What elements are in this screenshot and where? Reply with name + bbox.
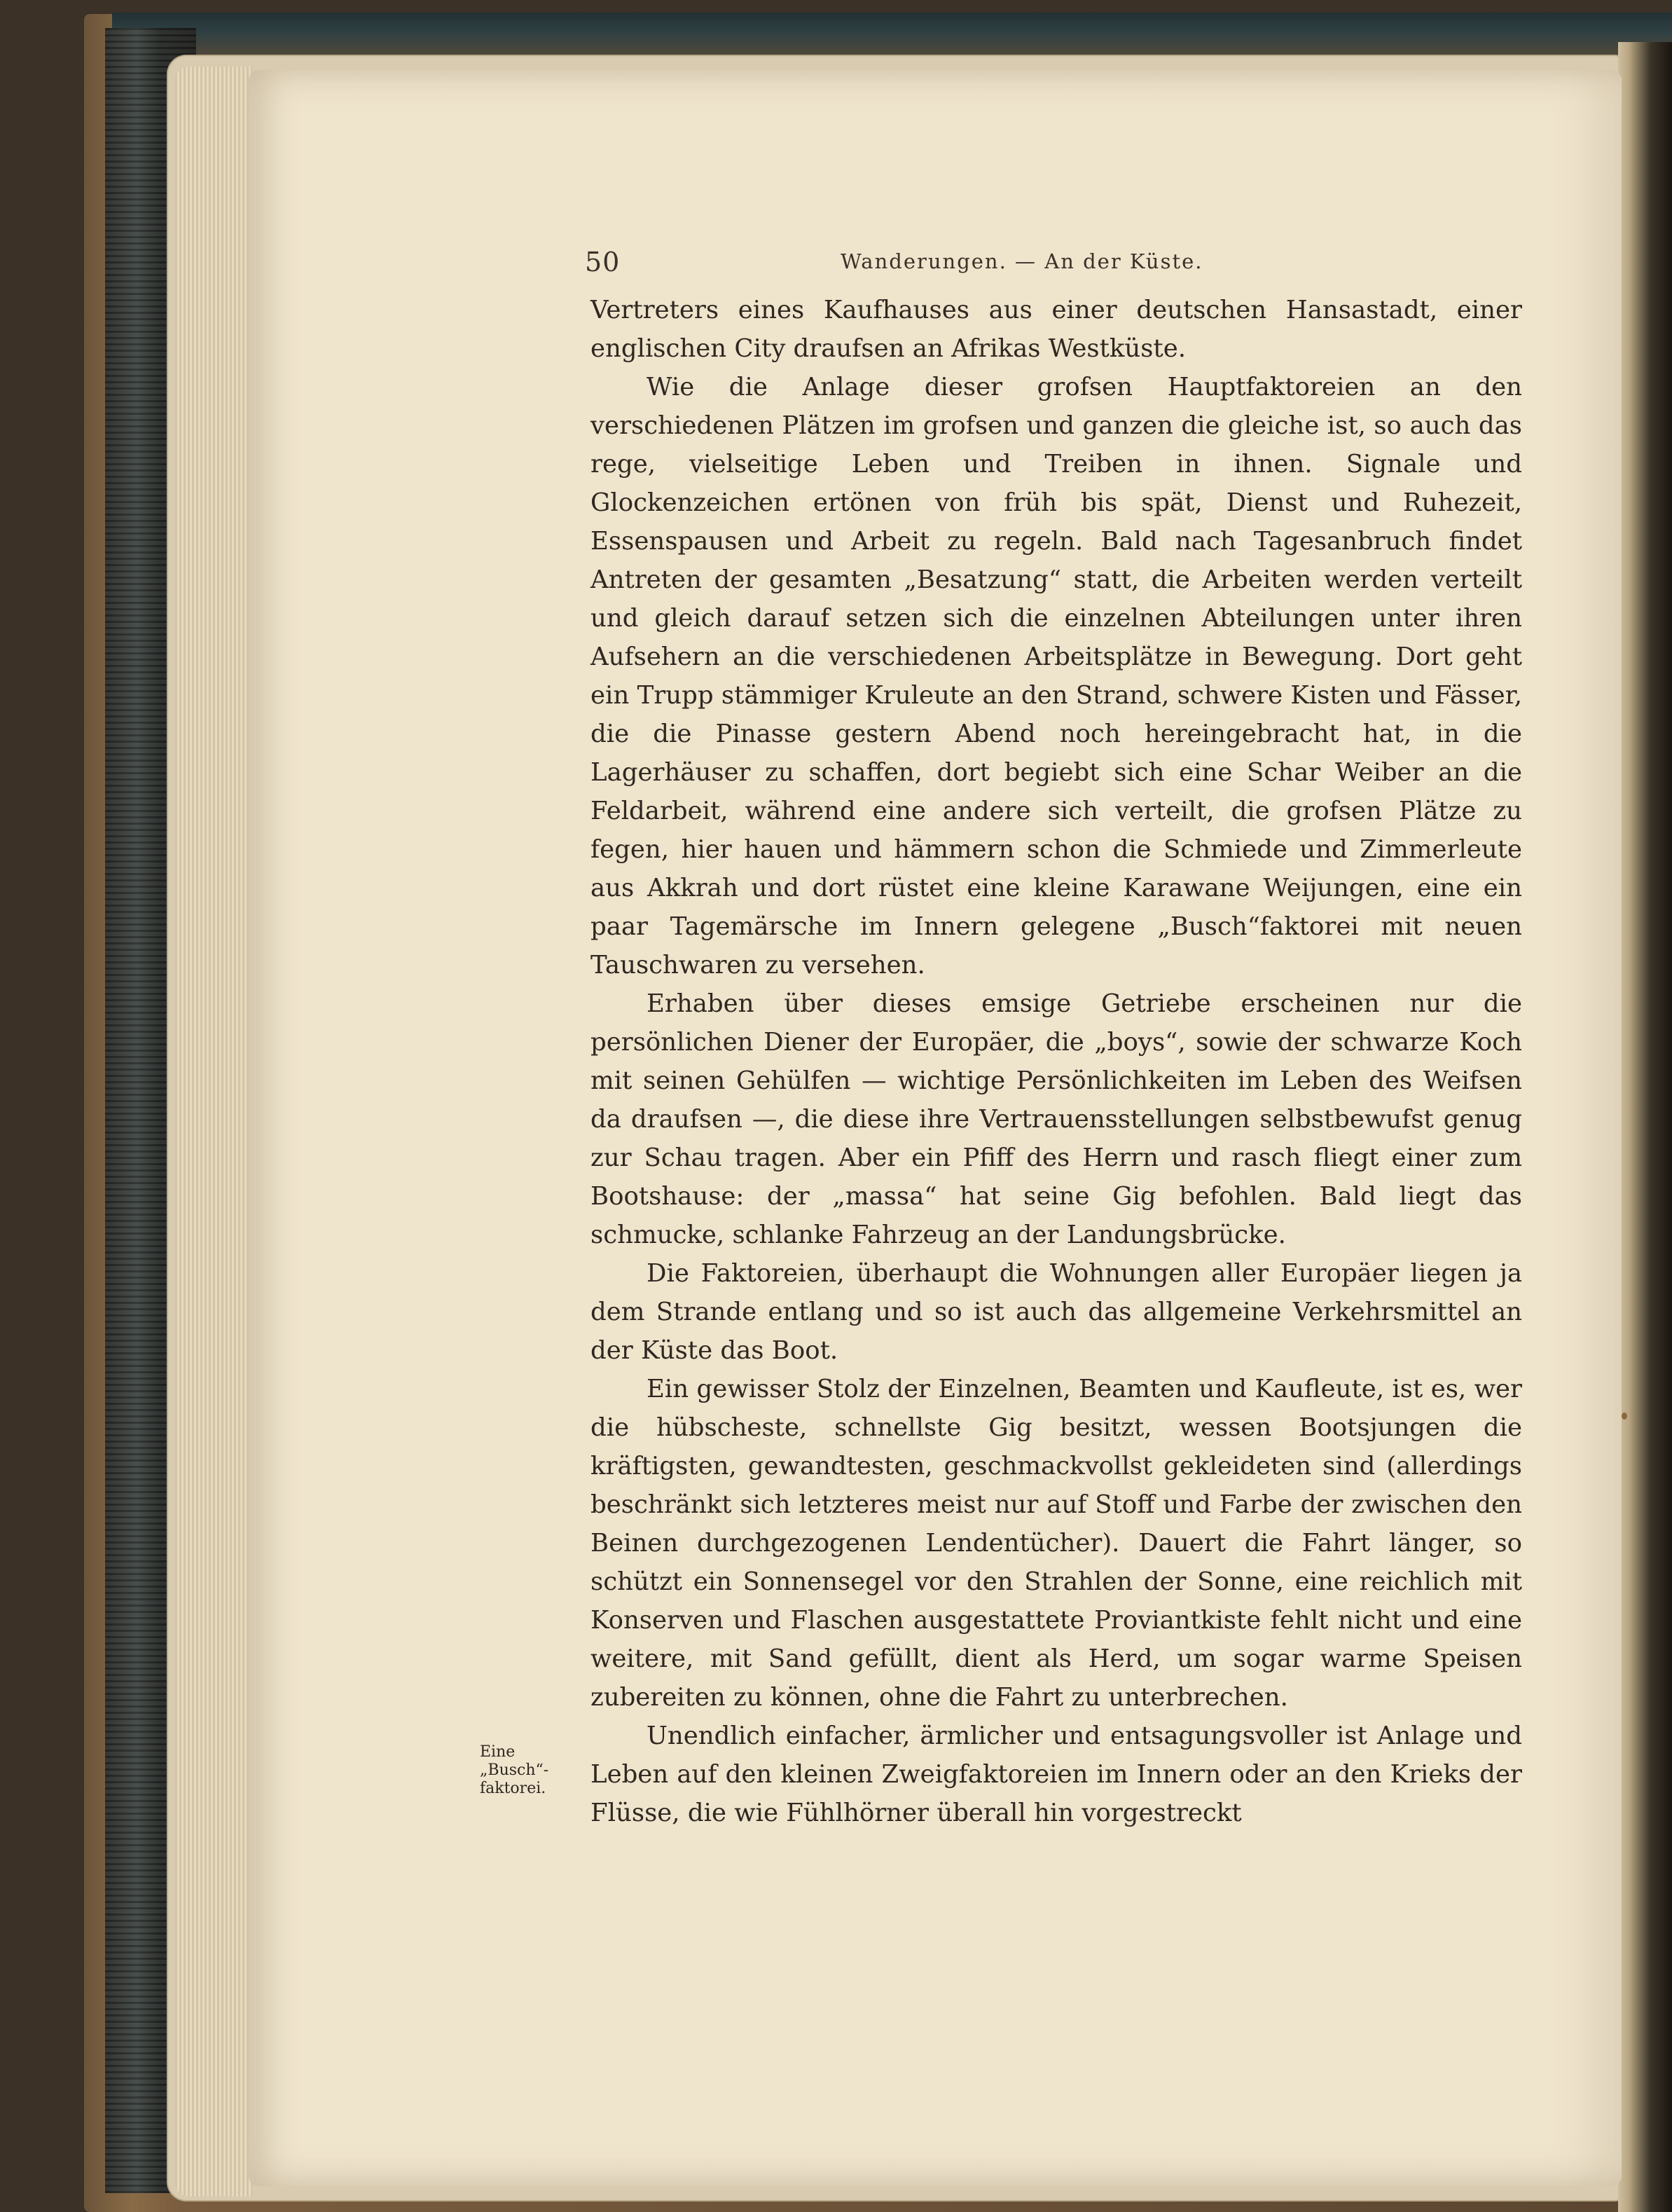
body-text xyxy=(590,291,1522,1832)
paragraph: Vertreters eines Kaufhauses aus einer deutschen Hansastadt, einer englischen City draufsen an Afrikas Westküste. xyxy=(590,296,1522,363)
page-speck xyxy=(1622,1413,1627,1420)
right-binding-shadow xyxy=(1618,42,1672,2212)
cover-top-edge xyxy=(112,13,1672,62)
page-stack-edges xyxy=(175,67,252,2197)
running-head xyxy=(585,247,1524,280)
margin-note: Eine „Busch“-faktorei. xyxy=(480,1743,549,1797)
paragraph: Unendlich einfacher, ärmlicher und entsagungsvoller ist Anlage und Leben auf den kleinen Zweigfaktoreien im Innern oder an den Krieks der Flüsse, die wie Fühlhörner überall hin vorgestreckt xyxy=(590,1722,1522,1827)
paragraph: Erhaben über dieses emsige Getriebe erscheinen nur die persönlichen Diener der Europäer, die „boys“, sowie der schwarze Koch mit seinen Gehülfen — wichtige Persönlichkeiten im Leben des Weifsen da draufsen —, die diese ihre Vertrauensstellungen selbstbewufst genug zur Schau tragen. Aber ein Pfiff des Herrn und rasch fliegt einer zum Bootshause: der „massa“ hat seine Gig befohlen. Bald liegt das schmucke, schlanke Fahrzeug an der Landungsbrücke. xyxy=(590,989,1522,1249)
running-head-title: Wanderungen. — An der Küste. xyxy=(841,249,1203,273)
paragraph: Ein gewisser Stolz der Einzelnen, Beamten und Kaufleute, ist es, wer die hübscheste, schnellste Gig besitzt, wessen Bootsjungen die kräftigsten, gewandtesten, geschmackvollst gekleideten sind (allerdings beschränkt sich letzteres meist nur auf Stoff und Farbe der zwischen den Beinen durchgezogenen Lendentücher). Dauert die Fahrt länger, so schützt ein Sonnensegel vor den Strahlen der Sonne, eine reichlich mit Konserven und Flaschen ausgestattete Proviantkiste fehlt nicht und eine weitere, mit Sand gefüllt, dient als Herd, um sogar warme Speisen zubereiten zu können, ohne die Fahrt zu unterbrechen. xyxy=(590,1375,1522,1712)
paragraph: Wie die Anlage dieser grofsen Hauptfaktoreien an den verschiedenen Plätzen im grofsen und ganzen die gleiche ist, so auch das rege, vielseitige Leben und Treiben in ihnen. Signale und Glockenzeichen ertönen von früh bis spät, Dienst und Ruhezeit, Essenspausen und Arbeit zu regeln. Bald nach Tagesanbruch findet Antreten der gesamten „Besatzung“ statt, die Arbeiten werden verteilt und gleich darauf setzen sich die einzelnen Abteilungen unter ihren Aufsehern an die verschiedenen Arbeitsplätze in Bewegung. Dort geht ein Trupp stämmiger Kruleute an den Strand, schwere Kisten und Fässer, die die Pinasse gestern Abend noch hereingebracht hat, in die Lagerhäuser zu schaffen, dort begiebt sich eine Schar Weiber an die Feldarbeit, während eine andere sich verteilt, die grofsen Plätze zu fegen, hier hauen und hämmern schon die Schmiede und Zimmerleute aus Akkrah und dort rüstet eine kleine Karawane Weijungen, eine ein paar Tagemärsche im Innern gelegene „Busch“faktorei mit neuen Tauschwaren zu versehen. xyxy=(590,373,1522,980)
page-number: 50 xyxy=(585,247,621,277)
paragraph: Die Faktoreien, überhaupt die Wohnungen aller Europäer liegen ja dem Strande entlang und so ist auch das allgemeine Verkehrsmittel an der Küste das Boot. xyxy=(590,1259,1522,1365)
